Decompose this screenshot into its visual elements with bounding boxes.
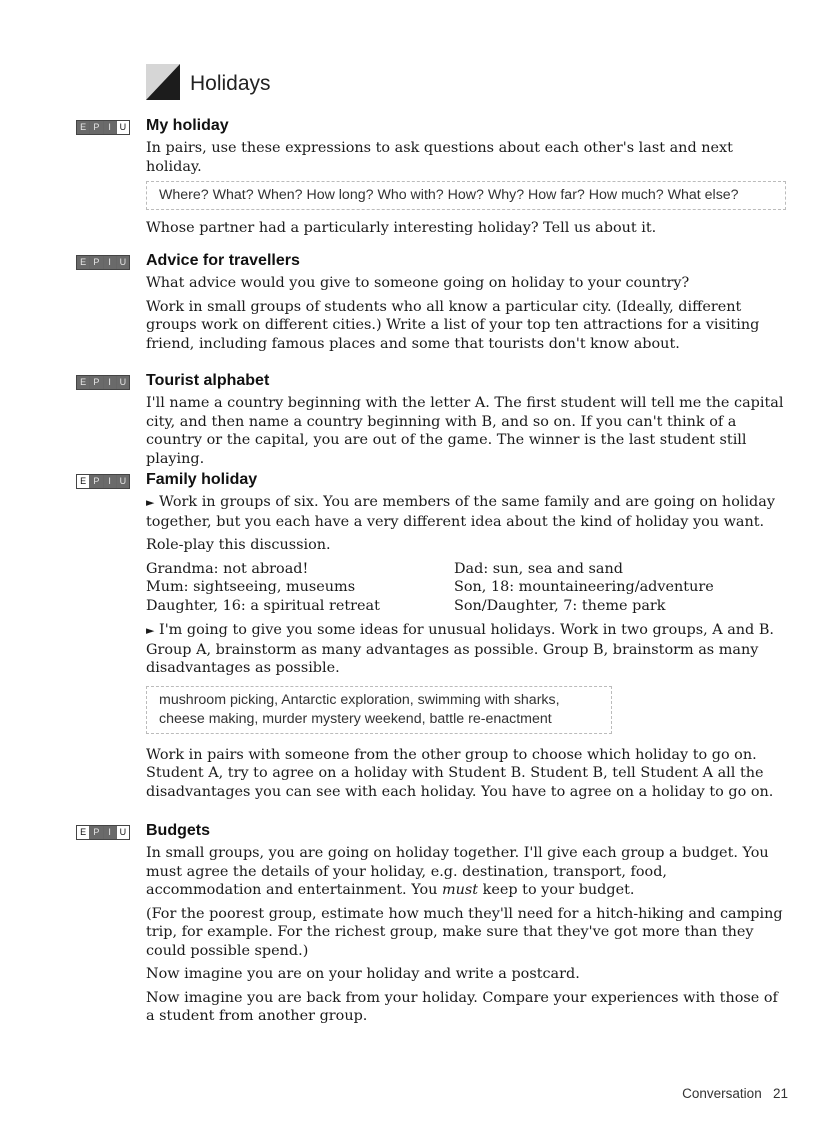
page-title: Holidays	[190, 72, 271, 95]
instruction: Role-play this discussion.	[146, 537, 331, 553]
level-indicator	[76, 375, 130, 390]
instruction: Now imagine you are back from your holiday. Compare your experiences with those of a student from another group.	[146, 989, 778, 1024]
level-i: I	[104, 376, 117, 389]
level-i: I	[104, 256, 117, 269]
page-number: 21	[772, 1086, 788, 1101]
footer-section: Conversation	[682, 1086, 762, 1101]
arrow-right-icon: ►	[146, 624, 155, 637]
instruction: (For the poorest group, estimate how much they'll need for a hitch-hiking and camping trip, for example. For the richest group, make sure that they've got more than they could possible spend.)	[146, 905, 783, 959]
level-p: P	[90, 475, 103, 488]
box-line: mushroom picking, Antarctic exploration, swimming with sharks,	[159, 691, 560, 708]
section-title: Family holiday	[146, 471, 258, 488]
level-u: U	[119, 122, 127, 132]
level-e: E	[77, 121, 90, 134]
level-e: E	[77, 475, 90, 488]
level-indicator	[76, 825, 130, 840]
instruction: Now imagine you are on your holiday and write a postcard.	[146, 966, 580, 982]
role-item: Son, 18: mountaineering/adventure	[454, 579, 714, 595]
level-i: I	[104, 121, 117, 134]
section-title: Tourist alphabet	[146, 372, 270, 389]
role-item: Dad: sun, sea and sand	[454, 560, 623, 577]
instruction: What advice would you give to someone going on holiday to your country?	[146, 275, 690, 291]
section-title: Budgets	[146, 822, 210, 839]
role-item: Mum: sightseeing, museums	[146, 579, 356, 595]
box-line: cheese making, murder mystery weekend, battle re-enactment	[159, 710, 552, 727]
level-u: U	[117, 256, 129, 269]
level-indicator	[76, 120, 130, 135]
instruction: ► Work in groups of six. You are members of the same family and are going on holiday together, but you each have a very different idea about the kind of holiday you want.	[146, 494, 775, 530]
holiday-ideas-box	[146, 686, 612, 734]
level-p: P	[90, 121, 103, 134]
arrow-right-icon: ►	[146, 496, 155, 509]
instruction: I'll name a country beginning with the letter A. The first student will tell me the capital city, and then name a country beginning with B, and so on. If you can't think of a country or the capital, you are out of the game. The winner is the last student still playing.	[146, 395, 784, 467]
instruction: Work in small groups of students who all know a particular city. (Ideally, different groups work on different cities.) Write a list of your top ten attractions for a visiting friend, including famous places and some that tourists don't know about.	[146, 298, 760, 352]
level-e: E	[77, 256, 90, 269]
instruction: ► I'm going to give you some ideas for unusual holidays. Work in two groups, A and B. Group A, brainstorm as many advantages as possible. Group B, brainstorm as many disadvantages as possible.	[146, 622, 774, 676]
section-title: Advice for travellers	[146, 252, 300, 269]
instruction: Work in pairs with someone from the other group to choose which holiday to go on. Student A, try to agree on a holiday with Student B. Student B, tell Student A all the disadvantages you can see with each holiday. You have to agree on a holiday to go on.	[146, 746, 774, 800]
role-item: Daughter, 16: a spiritual retreat	[146, 597, 380, 614]
role-item: Grandma: not abroad!	[146, 560, 309, 577]
level-indicator	[76, 474, 130, 489]
role-item: Son/Daughter, 7: theme park	[454, 597, 666, 614]
level-p: P	[90, 376, 103, 389]
section-title: My holiday	[146, 117, 229, 134]
level-p: P	[90, 256, 103, 269]
level-e: E	[77, 376, 90, 389]
role-list	[146, 560, 786, 616]
level-i: I	[104, 826, 117, 839]
expressions-box: Where? What? When? How long? Who with? How? Why? How far? How much? What else?	[146, 181, 786, 210]
section-family-holiday	[80, 471, 786, 806]
triangle-shade-icon	[146, 64, 180, 100]
instruction: In pairs, use these expressions to ask questions about each other's last and next holiday.	[146, 140, 733, 175]
section-my-holiday	[80, 117, 786, 243]
instruction: Whose partner had a particularly interesting holiday? Tell us about it.	[146, 220, 657, 236]
level-i: I	[104, 475, 117, 488]
section-budgets	[80, 822, 786, 1031]
level-e: E	[77, 826, 90, 839]
instruction: In small groups, you are going on holiday together. I'll give each group a budget. You must agree the details of your holiday, e.g. destination, transport, food, accommodation and entertainment. You must keep to your budget.	[146, 845, 769, 898]
page-footer	[682, 1086, 788, 1101]
section-advice-for-travellers	[80, 252, 786, 358]
level-u: U	[117, 475, 129, 488]
level-u: U	[117, 376, 129, 389]
level-indicator	[76, 255, 130, 270]
section-tourist-alphabet	[80, 372, 786, 473]
level-u: U	[119, 827, 127, 837]
level-p: P	[90, 826, 103, 839]
